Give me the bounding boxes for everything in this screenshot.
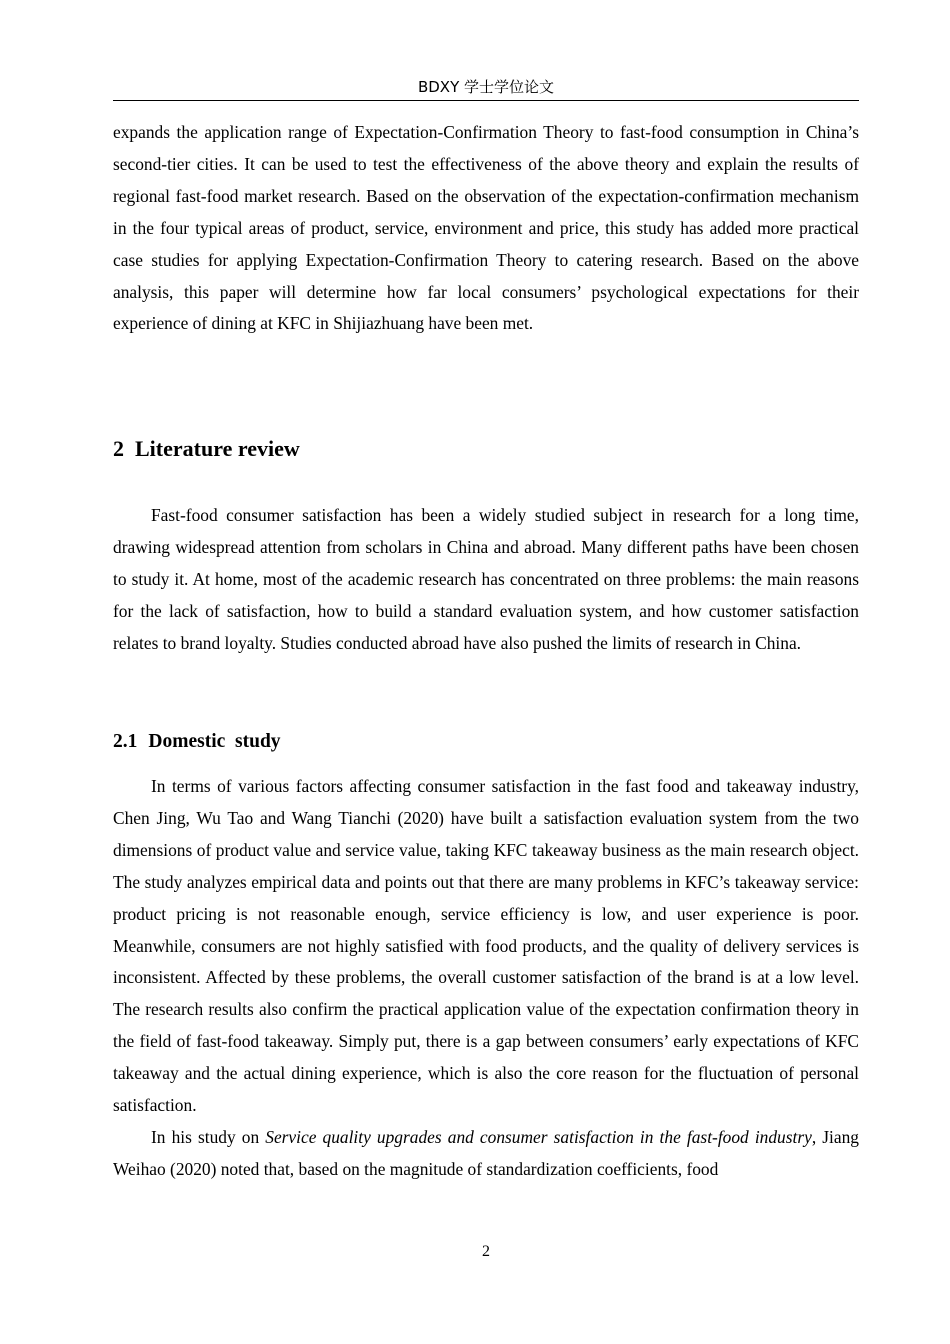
header-rule — [113, 100, 859, 101]
paragraph-literature-intro — [113, 500, 859, 660]
section-heading-2 — [113, 436, 300, 462]
section-heading-2-1 — [113, 731, 281, 753]
paragraph-text: expands the application range of Expectation-Confirmation Theory to fast-food consumption in China’s second-tier cities. It can be used to test the effectiveness of the above theory and explain the results of regional fast-food market research. Based on the observation of the expectation-confirmation mechanism in the four typical areas of product, service, environment and price, this study has added more practical case studies for applying Expectation-Confirmation Theory to catering research. Based on the above analysis, this paper will determine how far local consumers’ psychological expectations for their experience of dining at KFC in Shijiazhuang have been met. — [113, 122, 859, 334]
paragraph-lead: In his study on — [151, 1126, 266, 1147]
cited-work-title: Service quality upgrades and consumer satisfaction in the fast-food industry — [265, 1126, 812, 1147]
paragraph-continued — [113, 117, 859, 340]
section-number: 2 — [113, 436, 124, 461]
running-header: BDXY 学士学位论文 — [417, 78, 555, 96]
page-number: 2 — [482, 1243, 490, 1260]
paragraph-rest: , Jiang Weihao (2020) noted that, based on the magnitude of standardization coefficients, food — [113, 1126, 859, 1179]
paragraph-text: Fast-food consumer satisfaction has been a widely studied subject in research for a long time, drawing widespread attention from scholars in China and abroad. Many different paths have been chosen to study it. At home, most of the academic research has concentrated on three problems: the main reasons for the lack of satisfaction, how to build a standard evaluation system, and how customer satisfaction relates to brand loyalty. Studies conducted abroad have also pushed the limits of research in China. — [113, 505, 859, 653]
paragraph-text: In terms of various factors affecting consumer satisfaction in the fast food and takeaway industry, Chen Jing, Wu Tao and Wang Tianchi (2020) have built a satisfaction evaluation system from the two dimensions of product value and service value, taking KFC takeaway business as the main research object. The study analyzes empirical data and points out that there are many problems in KFC’s takeaway service: product pricing is not reasonable enough, service efficiency is low, and user experience is poor. Meanwhile, consumers are not highly satisfied with food products, and the quality of delivery services is inconsistent. Affected by these problems, the overall customer satisfaction of the brand is at a low level. The research results also confirm the practical application value of the expectation confirmation theory in the field of fast-food takeaway. Simply put, there is a gap between consumers’ early expectations of KFC takeaway and the actual dining experience, which is also the core reason for the fluctuation of personal satisfaction. — [113, 776, 859, 1116]
section-title: Literature review — [135, 436, 300, 461]
section-title: Domestic study — [148, 731, 281, 752]
paragraph-domestic-study — [113, 771, 859, 1186]
section-number: 2.1 — [113, 731, 138, 752]
paragraph-jiang-weihao — [113, 1122, 859, 1186]
